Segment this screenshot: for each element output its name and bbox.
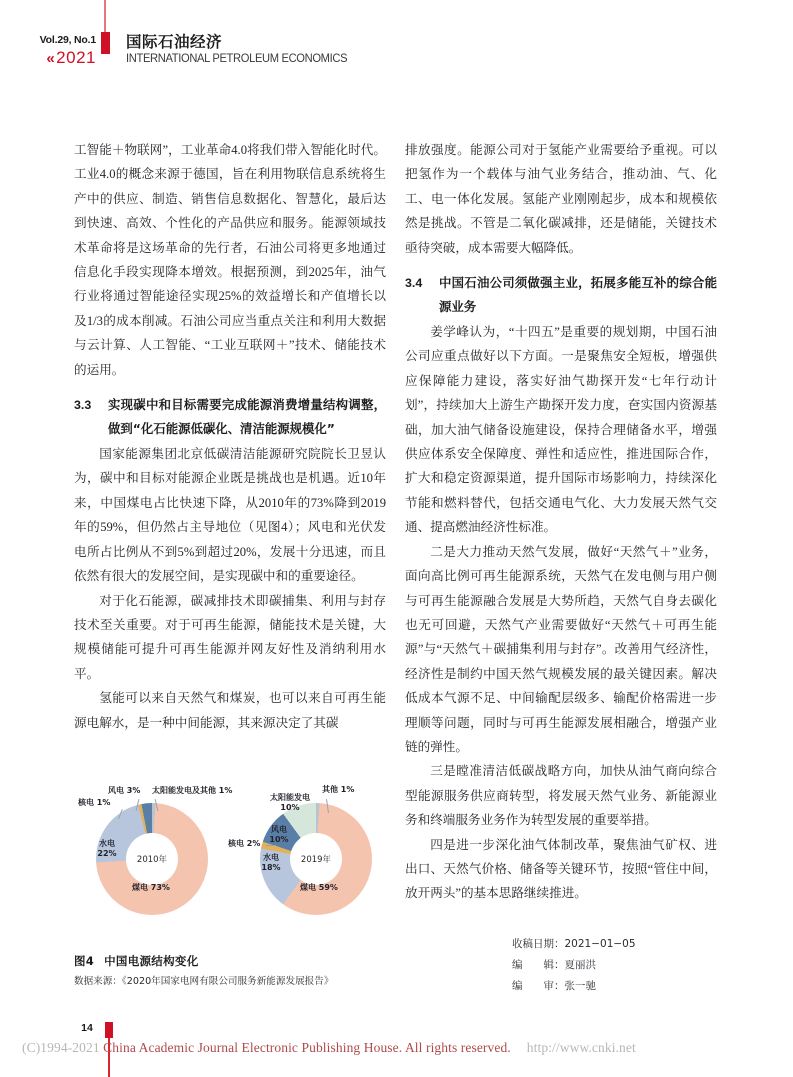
signoff-sep-1: ： [554,938,565,950]
paragraph-right-3: 二是大力推动天然气发展，做好“天然气＋”业务，面向高比例可再生能源系统，天然气在发电侧与用户侧与可再生能源融合发展是大势所趋，天然气自身去碳化也无可回避，天然气产业需要做好“天然气＋可再生能源”与“天然气＋碳捕集利用与封存”。改善用气经济性，经济性是制约中国天然气规模发展的最关键因素。解决低成本气源不足、中间输配层级多、输配价格需进一步理顺等问题，同时与可再生能源发展相融合，增强产业链的弹性。 [405,544,717,754]
section-number: 3.3 [74,398,92,413]
paragraph-right-2: 姜学峰认为，“十四五”是重要的规划期，中国石油公司应重点做好以下方面。一是聚焦安全短板，增强供应保障能力建设，落实好油气勘探开发“七年行动计划”，持续加大上游生产勘探开发力度，夿实国内资源基础，加大油气储备设施建设，保持合理储备水平，增强供应体系安全保障度、弹性和适应性，推进国际合作，扩大和稳定资源渠道，提升国际市场影响力，持续深化节能和燃料替代，包括交通电气化、大力发展天然气交通、提高燃油经济性标准。 [405,325,717,535]
paragraph-left-3: 对于化石能源，碳减排技术即碳捕集、利用与封存技术至关重要。对于可再生能源，储能技术是关键，大规模储能可提升可再生能源并网友好性及消纳利用水平。 [74,593,386,681]
signoff-received-key: 收稿日期 [512,938,554,950]
copyright-url: http://www.cnki.net [526,1040,636,1055]
paragraph-left-2: 国家能源集团北京低碳清洁能源研究院院长卫昱认为，碳中和目标对能源企业既是挑战也是机遇。近10年来，中国煤电占比快速下降，从2010年的73%降到2019年的59%，但仍然占主导地位（见图4）；风电和光伏发电所占比例从不到5%到超过20%，发展十分迅速，而且依然有很大的发展空间，是实现碳中和的重要途径。 [74,447,386,584]
pie-2010-label-hydro: 水电 22% [97,839,117,858]
volume-issue: Vol.29, No.1 [39,34,96,46]
paragraph-right-4: 三是瞠准清洁低碳战略方向，加快从油气商向综合型能源服务供应商转型，将发展天然气业务、新能源业务和终端服务业务作为转型发展的重要举措。 [405,764,717,828]
signoff-editor-key: 编 辑 [512,959,554,971]
signoff-editor-value: 夏丽洪 [564,959,596,971]
figure-title: 中国电源结构变化 [104,954,199,968]
signoff-block [512,934,722,997]
pie-2019-label-wind: 风电 10% [269,825,289,844]
pie-2019-label-hydro: 水电 18% [261,853,281,872]
figure-number: 图4 [74,954,95,968]
copyright-publisher: China Academic Journal Electronic Publishing House. All rights reserved. [103,1040,511,1055]
pie-2010-label-nuclear: 核电 1% [78,798,111,807]
pie-2019-leader-nuclear [266,845,276,846]
paragraph-right-5: 四是进一步深化油气体制改革，聚焦油气矿权、进出口、天然气价格、储备等关键环节，按照“管住中间，放开两头”的基本思路继续推进。 [405,837,717,901]
left-column [74,138,386,735]
section-heading-3-4 [405,271,717,319]
issue-year [38,48,96,68]
pie-2019-label-solar: 太阳能发电 10% [270,793,310,812]
pie-2019-label-coal: 煤电 59% [300,883,338,892]
chevron-left-icon: « [46,50,56,67]
copyright-line [22,1040,772,1056]
page-number: 14 [81,1022,93,1034]
signoff-reviewer [512,976,722,997]
signoff-editor [512,955,722,976]
section-title: 实现碳中和目标需要完成能源消费增量结构调整，做到“化石能源低碳化、清洁能源规模化” [108,397,386,437]
footer-red-block [105,1022,113,1038]
journal-title-en: INTERNATIONAL PETROLEUM ECONOMICS [126,53,348,65]
masthead [0,0,793,100]
paragraph-right-1: 排放强度。能源公司对于氢能产业需要给予重视。可以把氢作为一个载体与油气业务结合，推动油、气、化工、电一体化发展。氢能产业刚刚起步，成本和规模依然是挑战。不管是二氧化碳减排，还是储能，关键技术亟待突破，成本需要大幅降低。 [405,143,717,255]
section-title: 中国石油公司须做强主业，拓展多能互补的综合能源业务 [439,275,717,315]
pie-chart-2019 [228,785,372,915]
paragraph-left-1: 工智能＋物联网”，工业革命4.0将我们带入智能化时代。工业4.0的概念来源于德国，旨在利用物联信息系统将生产中的供应、制造、销售信息数据化、智慧化，最后达到快速、高效、个性化的产品供应和服务。能源领域技术革命将是这场革命的先行者，石油公司将更多地通过信息化手段实现降本增效。根据预测，到2025年，油气行业将通过智能途径实现25%的效益增长和产值增长以及1/3的成本削减。石油公司应当重点关注和利用大数据与云计算、人工智能、“工业互联网＋”技术、储能技术的运用。 [74,143,386,377]
signoff-sep-2: ： [554,959,565,971]
masthead-red-block [101,32,110,54]
chart-area [74,779,394,949]
journal-title-cn: 国际石油经济 [126,33,223,51]
pie-2010-slices [96,803,208,915]
pie-2010-label-solar-other: 太阳能发电及其他 1% [152,786,233,795]
section-number: 3.4 [405,276,423,291]
signoff-reviewer-value: 张一驰 [564,980,596,992]
signoff-sep-3: ： [554,980,565,992]
pie-2019-label-other: 其他 1% [322,785,355,794]
pie-2019-center-label: 2019年 [300,855,332,865]
figure-4 [74,779,394,987]
right-column [405,138,717,906]
figure-source: 数据来源：《2020年国家电网有限公司服务新能源发展报告》 [74,976,334,987]
paragraph-left-4: 氢能可以来自天然气和煤炭，也可以来自可再生能源电解水，是一种中间能源，其来源决定了其碳 [74,691,386,730]
pie-chart-2010 [78,786,233,915]
signoff-received [512,934,722,955]
pie-2010-label-coal: 煤电 73% [132,883,170,892]
signoff-received-value: 2021−01−05 [564,938,636,950]
issue-year-value: 2021 [56,48,96,67]
figure-caption [74,953,394,969]
pie-2010-label-wind: 风电 3% [108,786,141,795]
signoff-reviewer-key: 编 审 [512,980,554,992]
pie-2010-center-label: 2010年 [136,855,168,865]
copyright-prefix: (C)1994-2021 [22,1040,104,1055]
section-heading-3-3 [74,393,386,441]
pie-2019-label-nuclear: 核电 2% [228,839,261,848]
